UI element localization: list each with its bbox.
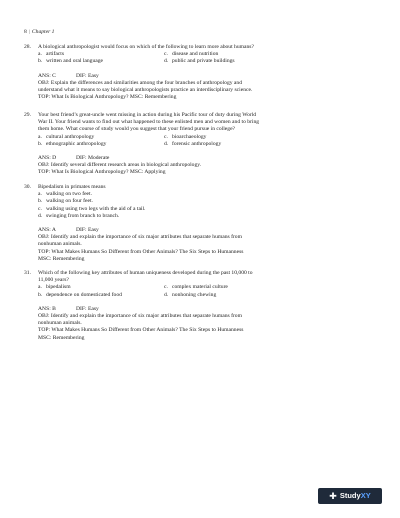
option-text: walking on two feet. [46,191,92,198]
header-separator: | [28,29,30,35]
skill-level: MSC: Remembering [38,255,85,262]
objective: OBJ: Identify and explain the importance of six major attributes that separate humans from [38,234,242,241]
objective: OBJ: Identify and explain the importance of six major attributes that separate humans from [38,313,242,320]
option-text: swinging from branch to branch. [46,212,120,219]
answer-key: ANS: A [38,227,56,234]
option-letter: a. [38,51,42,58]
question-stem-line: War II. Your friend wants to find out what happened to these enlisted men and women and to bring [38,119,260,126]
question-stem-line: 11,000 years? [38,277,69,284]
option-letter: d. [164,58,169,65]
plus-icon: ✚ [329,490,337,501]
difficulty: DIF: Easy [76,72,99,79]
option-text: cultural anthropology [46,133,95,140]
question-stem: Bipedalism in primates means [38,184,106,190]
option-text: walking using two legs with the aid of a tail. [46,205,146,212]
option-letter: d. [38,212,43,219]
topic: TOP: What Is Biological Anthropology? MSC: Applying [38,169,166,176]
option-text: public and private buildings [172,58,235,65]
option-letter: c. [164,133,168,140]
answer-metadata [38,227,358,263]
objective-continued: understand what it means to say biological anthropologists practice an interdisciplinary science. [38,87,253,94]
answer-key: ANS: B [38,305,56,312]
objective-continued: nonhuman animals. [38,320,82,327]
option-text: dependence on domesticated food [46,291,122,298]
brand-name-accent: XY [360,491,371,501]
option-letter: c. [164,284,168,291]
option-letter: c. [38,205,42,212]
question-stem: A biological anthropologist would focus on which of the following to learn more about humans? [38,44,254,50]
option-text: disease and nutrition [172,51,219,58]
option-text: nonhoning chewing [172,291,217,298]
page-header [24,29,54,36]
question-number: 29. [24,112,31,118]
question-30 [24,184,358,263]
objective: OBJ: Explain the differences and similarities among the four branches of anthropology and [38,79,243,86]
objective-continued: nonhuman animals. [38,241,82,248]
question-stem-line: Your best friend’s great-uncle went missing in action during his Pacific tour of duty during World [38,112,257,118]
topic: TOP: What Is Biological Anthropology? MSC: Remembering [38,94,177,101]
option-letter: c. [164,51,168,58]
brand-name-main: Study [339,491,361,501]
question-29 [24,112,358,177]
question-stem-line: them home. What course of study would you suggest that your friend pursue in college? [38,126,236,133]
page-number: 8 [24,29,27,35]
answer-options [38,191,358,220]
option-text: walking on four feet. [46,198,93,205]
topic: TOP: What Makes Humans So Different from Other Animals? The Six Steps to Humanness [38,248,244,255]
difficulty: DIF: Easy [76,305,99,312]
option-text: ethnographic anthropology [46,140,107,147]
option-letter: b. [38,198,43,205]
topic: TOP: What Makes Humans So Different from Other Animals? The Six Steps to Humanness [38,327,244,334]
answer-key: ANS: C [38,72,56,79]
objective: OBJ: Identify several different research areas in biological anthropology. [38,162,202,169]
question-28 [24,44,358,101]
difficulty: DIF: Easy [76,227,99,234]
option-text: complex material culture [172,284,228,291]
answer-metadata [38,73,358,102]
studyxy-logo[interactable] [318,488,382,504]
option-text: written and oral language [46,58,104,65]
option-letter: d. [164,140,169,147]
option-letter: b. [38,58,43,65]
answer-options [38,51,358,65]
chapter-title: Chapter 1 [31,29,55,35]
difficulty: DIF: Moderate [76,155,110,162]
answer-options [38,134,358,148]
option-letter: b. [38,140,43,147]
skill-level: MSC: Remembering [38,334,85,341]
option-text: bioarchaeology [172,133,207,140]
question-number: 30. [24,184,31,190]
option-letter: a. [38,284,42,291]
answer-metadata [38,155,358,177]
option-text: forensic anthropology [172,140,222,147]
option-letter: a. [38,191,42,198]
answer-metadata [38,306,358,342]
option-text: artifacts [46,51,65,58]
question-number: 28. [24,44,31,50]
question-number: 31. [24,270,31,276]
question-stem-line: Which of the following key attributes of human uniqueness developed during the past 10,000 to [38,270,253,276]
option-letter: b. [38,291,43,298]
question-31 [24,270,358,342]
answer-key: ANS: D [38,155,57,162]
option-letter: d. [164,291,169,298]
option-text: bipedalism [46,284,71,291]
option-letter: a. [38,133,42,140]
answer-options [38,284,358,298]
